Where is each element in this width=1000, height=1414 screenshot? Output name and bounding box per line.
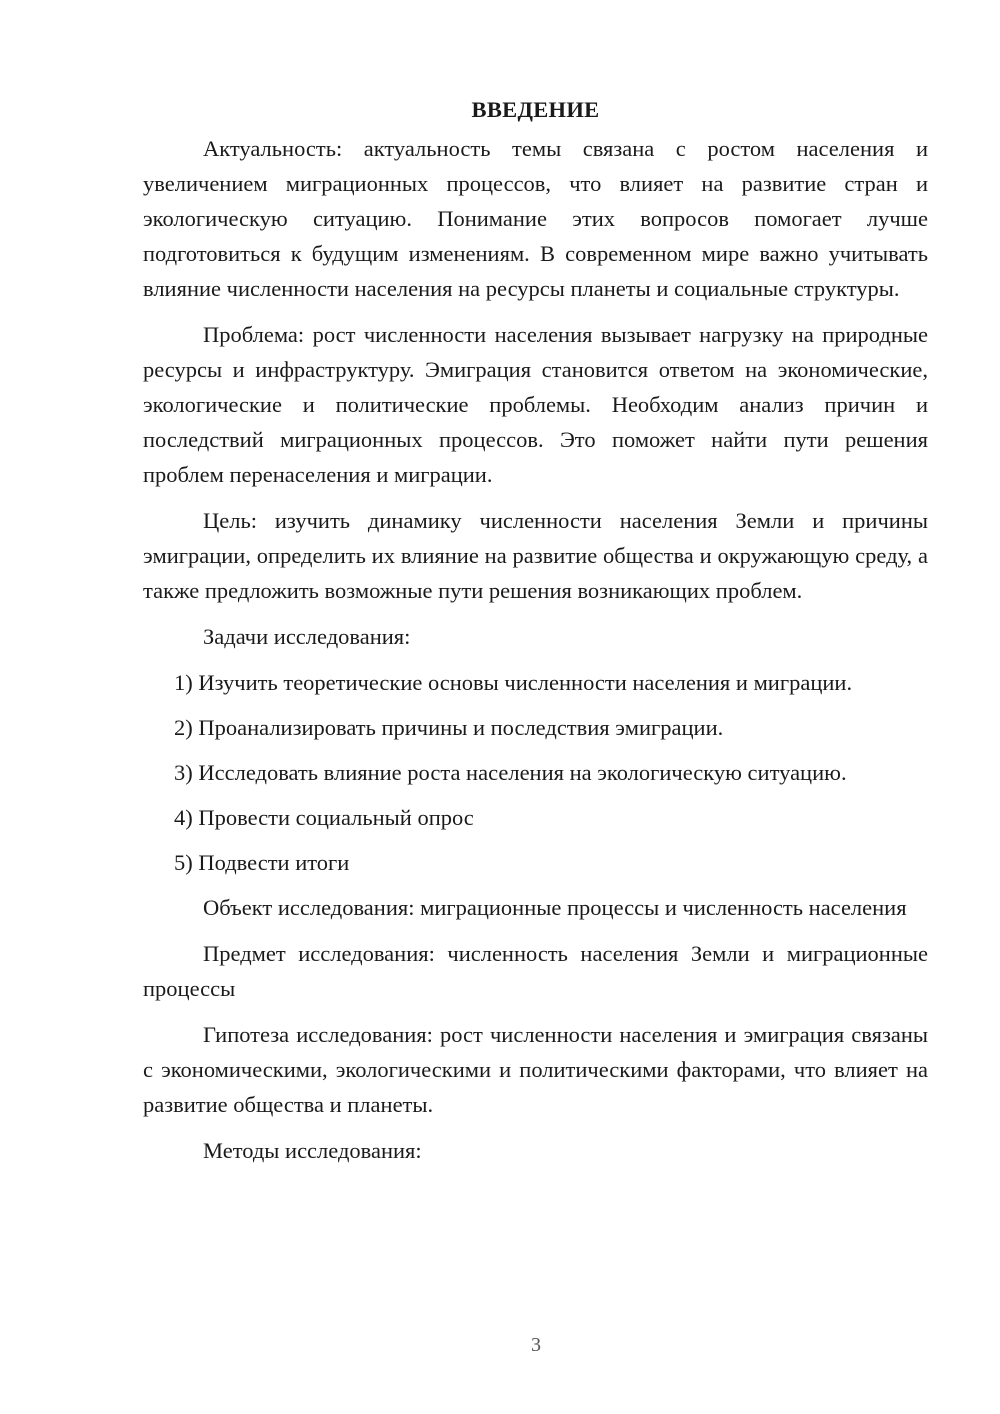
paragraph-relevance: Актуальность: актуальность темы связана с ростом населения и увеличением миграционных процессов, что влияет на развитие стран и экологическую ситуацию. Понимание этих вопросов помогает лучше подготовиться к будущим изменениям. В современном мире важно учитывать влияние численности населения на ресурсы планеты и социальные структуры. <box>143 136 928 301</box>
tasks-list <box>143 665 928 880</box>
page-number: 3 <box>531 1334 541 1356</box>
paragraph-hypothesis: Гипотеза исследования: рост численности населения и эмиграция связаны с экономическими, экологическими и политическими факторами, что влияет на развитие общества и планеты. <box>143 1022 928 1117</box>
paragraph-subject: Предмет исследования: численность населения Земли и миграционные процессы <box>143 941 928 1001</box>
paragraph-object: Объект исследования: миграционные процессы и численность населения <box>203 895 907 920</box>
list-item: 4) Провести социальный опрос <box>174 805 474 830</box>
tasks-heading: Задачи исследования: <box>203 624 411 649</box>
paragraph-problem: Проблема: рост численности населения вызывает нагрузку на природные ресурсы и инфраструктуру. Эмиграция становится ответом на экономические, экологические и политические проблемы. Необходим анализ причин и последствий миграционных процессов. Это поможет найти пути решения проблем перенаселения и миграции. <box>143 322 928 487</box>
section-title: ВВЕДЕНИЕ <box>471 97 600 122</box>
list-item: 1) Изучить теоретические основы численности населения и миграции. <box>174 670 853 695</box>
methods-heading: Методы исследования: <box>203 1138 422 1163</box>
page-content <box>143 92 928 1179</box>
list-item: 5) Подвести итоги <box>174 850 350 875</box>
list-item: 3) Исследовать влияние роста населения на экологическую ситуацию. <box>174 760 847 785</box>
list-item: 2) Проанализировать причины и последствия эмиграции. <box>174 715 724 740</box>
paragraph-goal: Цель: изучить динамику численности населения Земли и причины эмиграции, определить их влияние на развитие общества и окружающую среду, а также предложить возможные пути решения возникающих проблем. <box>143 508 928 603</box>
